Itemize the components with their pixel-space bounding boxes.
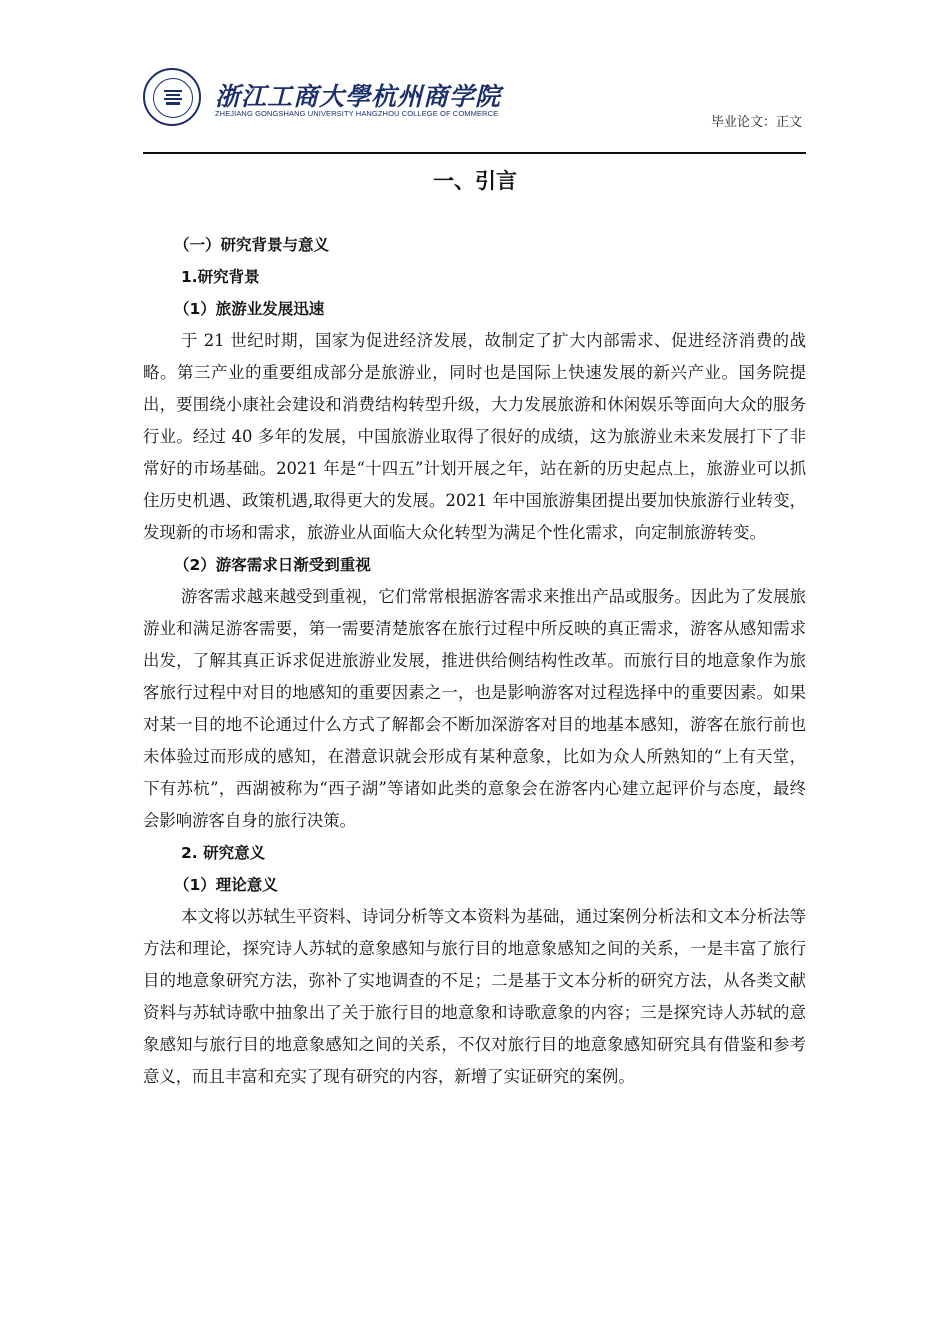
university-name-cn: 浙江工商大學杭州商学院: [215, 82, 502, 111]
building-icon: [164, 88, 182, 106]
chapter-title: 一、引言: [433, 169, 517, 193]
subsection-heading: 2. 研究意义: [181, 844, 266, 862]
subsubsection-heading: （1）旅游业发展迅速: [174, 300, 325, 318]
university-seal-logo: [143, 68, 201, 126]
seal-inner-ring: [153, 78, 193, 118]
paragraph: 游客需求越来越受到重视，它们常常根据游客需求来推出产品或服务。因此为了发展旅游业和满足游客需要，第一需要清楚旅客在旅行过程中所反映的真正需求，游客从感知需求出发，了解其真正诉求促进旅游业发展，推进供给侧结构性改革。而旅行目的地意象作为旅客旅行过程中对目的地感知的重要因素之一，也是影响游客对过程选择中的重要因素。如果对某一目的地不论通过什么方式了解都会不断加深游客对目的地基本感知，游客在旅行前也未体验过而形成的感知，在潜意识就会形成有某种意象，比如为众人所熟知的“上有天堂，下有苏杭”，西湖被称为“西子湖”等诸如此类的意象会在游客内心建立起评价与态度，最终会影响游客自身的旅行决策。: [143, 587, 806, 830]
subsection-heading: 1.研究背景: [181, 268, 260, 286]
paragraph: 于 21 世纪时期，国家为促进经济发展，故制定了扩大内部需求、促进经济消费的战略。第三产业的重要组成部分是旅游业，同时也是国际上快速发展的新兴产业。国务院提出，要围绕小康社会建设和消费结构转型升级，大力发展旅游和休闲娱乐等面向大众的服务行业。经过 40 多年的发展，中国旅游业取得了很好的成绩，这为旅游业未来发展打下了非常好的市场基础。2021 年是“十四五”计划开展之年，站在新的历史起点上，旅游业可以抓住历史机遇、政策机遇,取得更大的发展。2021 年中国旅游集团提出要加快旅游行业转变，发现新的市场和需求，旅游业从面临大众化转型为满足个性化需求，向定制旅游转变。: [143, 331, 806, 542]
document-section-label: 毕业论文：正文: [710, 115, 802, 130]
document-body: [143, 229, 806, 1093]
page-header: [143, 64, 806, 154]
section-heading: （一）研究背景与意义: [174, 236, 330, 254]
university-name-en: ZHEJIANG GONGSHANG UNIVERSITY HANGZHOU COLLEGE OF COMMERCE: [215, 109, 499, 118]
subsubsection-heading: （2）游客需求日渐受到重视: [174, 556, 371, 574]
paragraph: 本文将以苏轼生平资料、诗词分析等文本资料为基础，通过案例分析法和文本分析法等方法和理论，探究诗人苏轼的意象感知与旅行目的地意象感知之间的关系，一是丰富了旅行目的地意象研究方法，弥补了实地调查的不足；二是基于文本分析的研究方法，从各类文献资料与苏轼诗歌中抽象出了关于旅行目的地意象和诗歌意象的内容；三是探究诗人苏轼的意象感知与旅行目的地意象感知之间的关系，不仅对旅行目的地意象感知研究具有借鉴和参考意义，而且丰富和充实了现有研究的内容，新增了实证研究的案例。: [143, 907, 806, 1086]
subsubsection-heading: （1）理论意义: [174, 876, 278, 894]
